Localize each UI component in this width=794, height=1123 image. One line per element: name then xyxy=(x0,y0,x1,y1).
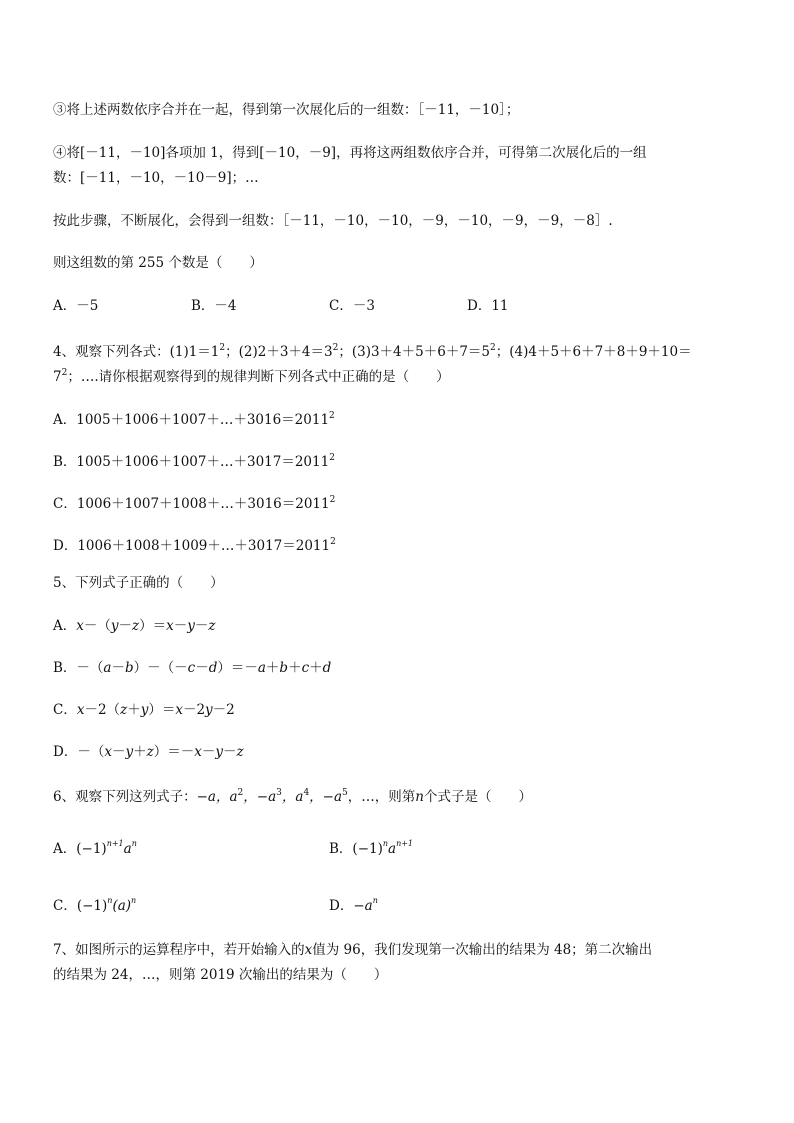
continue-text: 按此步骤，不断展化，会得到一组数：［－11，－10，－10，－9，－10，－9，－9，－8］. xyxy=(53,213,613,229)
q5-option-d: D．－（x－y＋z）＝－x－y－z xyxy=(53,744,244,760)
q4-stem-line2: $7^2$；….请你根据观察得到的规律判断下列各式中正确的是（ ） xyxy=(53,368,450,385)
step4-text-line1: ④将[－11，－10]各项加 1，得到[－10，－9]，再将这两组数依序合并，可得第二次展化后的一组 xyxy=(53,145,647,161)
q3-option-c: C．－3 xyxy=(329,298,375,314)
q4-stem-line1: 4、观察下列各式：$(1)1=1^2$；$(2)2+3+4=3^2$；$(3)3+4+5+6+7=5^2$；(4)4＋5＋6＋7＋8＋9＋10＝ xyxy=(53,343,692,360)
q4-option-a: A．$1005+1006+1007+\dots+3016=2011^2$ xyxy=(53,411,335,428)
q3-option-d: D．11 xyxy=(467,298,509,314)
q6-stem: 6、观察下列这列式子：−a，$a^2$，$-a^3$，$a^4$，$-a^5$，…，则第n个式子是（ ） xyxy=(53,788,532,805)
q3-option-b: B．－4 xyxy=(191,298,237,314)
step4-text-line2: 数：[－11，－10，－10－9]；… xyxy=(53,170,259,186)
q3-option-a: A．－5 xyxy=(53,298,99,314)
q5-option-b: B．－（a－b）－（－c－d）＝－a＋b＋c＋d xyxy=(53,660,332,676)
q6-option-b: B．$(-1)^na^{n+1}$ xyxy=(329,839,414,857)
step3-text: ③将上述两数依序合并在一起，得到第一次展化后的一组数：［－11，－10］； xyxy=(53,102,520,118)
q7-stem-line2: 的结果为 24，…，则第 2019 次输出的结果为（ ） xyxy=(53,967,388,983)
q5-option-a: A．x－（y－z）＝x－y－z xyxy=(53,618,216,634)
q7-stem-line1: 7、如图所示的运算程序中，若开始输入的x值为 96，我们发现第一次输出的结果为 48；第二次输出 xyxy=(53,942,653,958)
q3-question: 则这组数的第 255 个数是（ ） xyxy=(53,255,263,271)
q5-option-c: C．x－2（z＋y）＝x－2y－2 xyxy=(53,702,235,718)
q5-stem: 5、下列式子正确的（ ） xyxy=(53,575,224,591)
q6-option-d: D．$-a^n$ xyxy=(329,896,378,914)
q4-option-d: D．$1006+1008+1009+\dots+3017=2011^2$ xyxy=(53,537,336,554)
q4-option-c: C．$1006+1007+1008+\dots+3016=2011^2$ xyxy=(53,495,336,512)
q6-option-a: A．$(-1)^{n+1}a^n$ xyxy=(53,839,137,857)
q4-option-b: B．$1005+1006+1007+\dots+3017=2011^2$ xyxy=(53,453,335,470)
q6-option-c: C．$(-1)^n(a)^n$ xyxy=(53,896,137,914)
